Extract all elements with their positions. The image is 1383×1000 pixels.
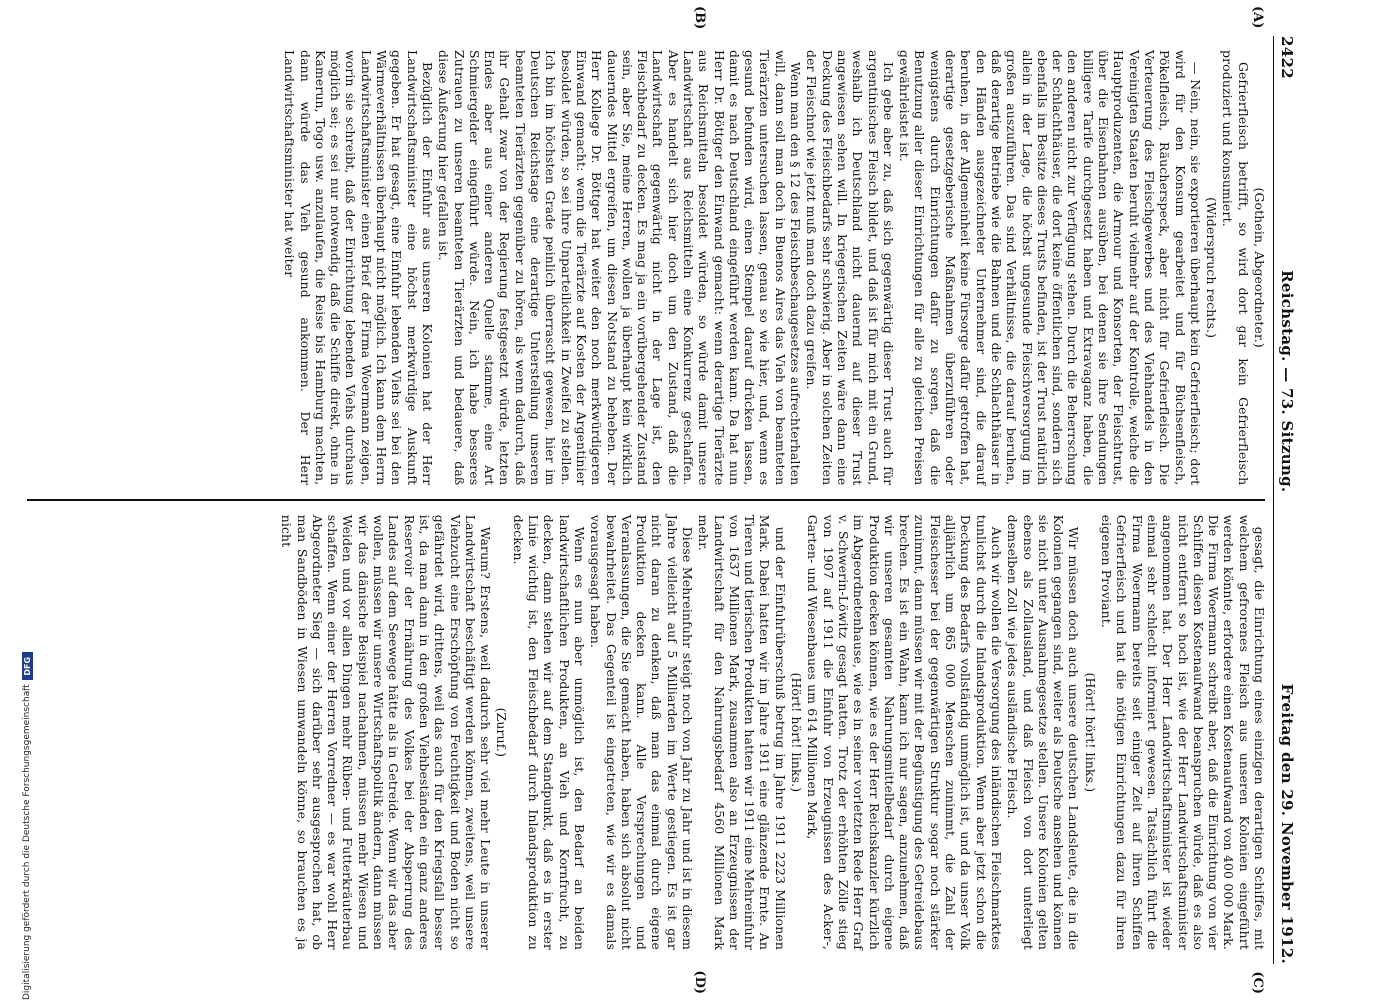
margin-marker-d: (D) bbox=[692, 970, 707, 994]
speaker-line: (Gothein, Abgeordneter.) bbox=[1252, 187, 1267, 348]
digitization-credit-text: Digitalisierung gefördert durch die Deutsche Forschungsgemeinschaft bbox=[22, 684, 32, 1000]
paragraph: Bezüglich der Einfuhr aus unseren Kolonien hat der Herr Landwirtschaftsminister eine höchst merkwürdige Auskunft gegeben. Er hat gesagt, eine Einfuhr lebenden Viehs sei bei den Wärmeverhältnissen überhaupt nicht möglich. Ich kann dem Herrn Landwirtschaftsminister einen Brief der Firma Woermann zeigen, worin sie schreibt, daß der Einrichtung lebenden Viehs durchaus möglich sei; es sei nur notwendig, daß die Schiffe direkt, ohne in Kamerun, Togo usw. anzulaufen, die Reise bis Hamburg machten, dann würde das Vieh gesund ankommen. Der Herr Landwirtschaftsminister hat weiter bbox=[282, 50, 435, 486]
dfg-logo-icon: DFG bbox=[22, 652, 33, 680]
paragraph: und der Einfuhrüberschuß betrug im Jahre 1911 2223 Millionen Mark. Dabei hatten wir im Jahre 1911 eine glänzende Ernte. An Tieren und tierischen Produkten hatten wir 1911 eine Mehreinfuhr von 1637 Millionen Mark, zusammen also an Erzeugnissen der Landwirtschaft für den Nahrungsbedarf 4560 Millionen Mark mehr. bbox=[696, 514, 788, 951]
margin-marker-c: (C) bbox=[1250, 971, 1265, 994]
paragraph: Wenn es nun aber unmöglich ist, den Bedarf an beiden landwirtschaftlichen Produkten, an Vieh und Kornfrucht, zu decken, dann stehen wir auf dem Standpunkt, daß es in erster Linie wichtig ist, den Fleischbedarf durch Inlandsproduktion zu decken. bbox=[510, 514, 587, 951]
page-number: 2422 bbox=[1278, 36, 1296, 79]
margin-marker-a: (A) bbox=[1250, 6, 1265, 29]
paragraph: Ich gebe aber zu, daß sich gegenwärtig dieser Trust auch für argentinisches Fleisch bildet, und daß ist für mich mit ein Grund, weshalb ich Deutschland nicht dauernd auf dieser Trust angewiesen sehen will. In kriegerischen Zeiten wäre dann eine Deckung des Fleischbedarfs sehr schwierig. Aber in solchen Zeiten der Fleischnot wie jetzt muß man doch dazu greifen. bbox=[804, 50, 896, 486]
margin-marker-b: (B) bbox=[692, 6, 707, 30]
paragraph: Warum? Erstens, weil dadurch sehr viel mehr Leute in unserer Landwirtschaft beschäftigt werden können, zweitens, weil unsere Viehzucht eine Erschöpfung von Feuchtigkeit und Boden nicht so gefährdet wird, drittens, weil das auch für den Kriegsfall besser ist, da man dann in den großen Viehbeständen ein ganz anderes Reservoir der Ernährung des Volkes bei der Absperrung des Landes auf dem Seewege hätte als in Getreide. Wenn wir das aber wollen, müssen wir unsere Wirtschaftspolitik ändern, dann müssen wir das dänische Beispiel nachahmen, müssen mehr Wiesen und Weiden und vor allen Dingen mehr Rüben- und Futterkräuterbau schaffen. Wenn einer der Herren Vorredner — es war wohl Herr Abgeordneter Sieg — sich darüber sehr ausgesprochen hat, ob man Sandböden in Wiesen umwandeln könne, so brauchen es ja nicht bbox=[279, 514, 494, 951]
left-column bbox=[27, 36, 1267, 499]
page-header bbox=[1273, 36, 1296, 964]
paragraph: Auch wir wollen die Versorgung des inländischen Fleischmarktes tunlichst durch die Inlandsproduktion. Wenn aber jetzt schon die Deckung des Bedarfs vollständig unmöglich ist, und da unser Volk alljährlich um 865 000 Menschen zunimmt, die Zahl der Fleischesser bei der gegenwärtigen Struktur sogar noch stärker zunimmt, dann müssen wir mit der Begünstigung des Getreidebaus brechen. Es ist ein Wahn, kann ich nur sagen, anzunehmen, daß wir unseren gesamten Nahrungsmittelbedarf durch eigene Produktion decken können, wie es der Herr Reichskanzler kürzlich im Abgeordnetenhause, wie es in seiner vorletzten Rede Herr Graf v. Schwerin-Löwitz gesagt hatten. Trotz der erhöhten Zölle stieg von 1907 auf 1911 die Einfuhr von Erzeugnissen des Acker-, Garten- und Wiesenbaues um 614 Millionen Mark, bbox=[805, 514, 1004, 951]
interjection: (Zuruf.) bbox=[494, 707, 510, 758]
paragraph: — Nein, nein, sie exportieren überhaupt kein Gefrierfleisch; dort wird für den Konsum gearbeitet und für Büchsenfleisch, Pökelfleisch, Räucherspeck, aber nicht für Gefrierfleisch. Die Verteuerung des Fleischgewerbes und des Viehhandels in den Vereinigten Staaten beruht vielmehr auf der Kontrolle, welche die Hauptproduzenten, die Armour und Konsorten, der Fleischtrust, über die Eisenbahnen ausüben, bei denen sie ihre Sendungen billigere Tarife durchgesetzt haben und Extravaganz haben, die den anderen nicht zur Verfügung stehen. Durch die Beherrschung der Schlachthäuser, die dort keine öffentlichen sind, sondern sich ebenfalls im Besitze dieses Trusts befinden, ist der Trust natürlich allein in der Lage, die höchst ungesunde Fleischversorgung im großen auszuführen. Das sind Verhältnisse, die darauf beruhen, daß derartige Betriebe wie die Bahnen und die Schlachthäuser in den Händen ausgezeichneter Unternehmer sind, die darauf beruhen, in der Allgemeinheit keine Fürsorge dafür getroffen hat, derartige gesetzgeberische Maßnahmen überzuführen oder wenigstens durch Einrichtungen dafür zu sorgen, daß die Benutzung aller dieser Einrichtungen für alle zu gleichen Preisen gewährleistet ist. bbox=[897, 50, 1203, 486]
paragraph: Wenn man den § 12 des Fleischbeschaugesetzes aufrechterhalten will, dann soll man doch in Buenos Aires das Vieh von beamteten Tierärzten untersuchen lassen, genau so wie hier, und, wenn es gesund befunden wird, einen Stempel darauf drücken lassen, damit es nach Deutschland eingeführt werden kann. Da hat nun Herr Dr. Böttger den Einwand gemacht: wenn derartige Tierärzte aus Reichsmitteln besoldet würden, so würde damit unsere Landwirtschaft aus Reichsmitteln eine Konkurrenz geschaffen. Aber es handelt sich hier doch um den Zustand, daß die Landwirtschaft gegenwärtig nicht in der Lage ist, den Fleischbedarf zu decken. Es mag ja ein vorübergehender Zustand sein, aber Sie, meine Herren, wollen ja überhaupt kein wirklich dauerndes Mittel ergreifen, um diesen Notstand zu beheben. Der Herr Kollege Dr. Böttger hat weiter den noch merkwürdigeren Einwand gemacht: wenn die Tierärzte auf Kosten der Argentinier besoldet würden, so sei ihre Unparteilichkeit in Zweifel zu stellen. Ich bin im höchsten Grade peinlich überrascht gewesen, hier im Deutschen Reichstage eine derartige Unterstellung unseren beamteten Tierärzten gegenüber zu hören, als wenn dadurch, daß ihr Gehalt zwar von der Regierung festgesetzt würde, letzten Endes aber aus einer anderen Quelle stamme, eine Art Schmiergelder eingeführt würde. Nein, ich habe besseres Zutrauen zu unseren beamteten Tierärzten und bedauere, daß diese Äußerung hier gefallen ist. bbox=[436, 50, 804, 486]
session-date: Freitag den 29. November 1912. bbox=[1278, 683, 1296, 964]
right-column bbox=[27, 501, 1267, 964]
paragraph: Wir müssen doch auch unsere deutschen Landsleute, die in die Kolonien gegangen sind, weiter als Deutsche ansehen und können sie nicht unter Ausnahmegesetze stellen. Unsere Kolonien gelten ebenso als Zollausland, und daß Fleisch von dort unterliegt demselben Zoll wie jedes ausländische Fleisch. bbox=[1005, 514, 1082, 951]
interjection: (Hört! hört! links.) bbox=[1082, 672, 1098, 793]
digitization-credit bbox=[20, 0, 34, 1000]
paragraph: gesagt, die Einrichtung eines einzigen derartigen Schiffes, mit welchem gefrorenes Fleisch aus unseren Kolonien eingeführt werden könnte, erfordere einen Kostenaufwand von 400 000 Mark. Die Firma Woermann schreibt aber, daß die Einrichtung von vier Schiffen diesen Kostenaufwand beanspruchen würde, daß es also nicht entfernt so hoch ist, wie der Herr Landwirtschaftsminister angenommen hat. Der Herr Landwirtschaftsminister ist wieder einmal sehr schlecht informiert gewesen. Tatsächlich führt die Firma Woermann bereits seit einiger Zeit auf ihren Schiffen Gefrierfleisch und hat die nötigen Einrichtungen dazu für ihren eigenen Proviant. bbox=[1099, 514, 1267, 951]
interjection: (Hört! hört! links.) bbox=[789, 672, 805, 793]
text-columns bbox=[27, 6, 1267, 994]
session-title: Reichstag. — 73. Sitzung. bbox=[1278, 270, 1296, 493]
paragraph: Gefrierfleisch betrifft, so wird dort gar kein Gefrierfleisch produziert und konsumiert. bbox=[1220, 50, 1251, 486]
paragraph: Diese Mehreinfuhr steigt noch von Jahr zu Jahr und ist in diesem Jahre vielleicht auf 5 Milliarden im Werte gestiegen. Es ist gar nicht daran zu denken, daß man das einmal durch eigene Produktion decken kann. Alle Versprechungen und Veranlassungen, die Sie gemacht haben, haben sich absolut nicht bewahrheitet. Das Gegenteil ist eingetreten, wie wir es damals vorausgesagt haben. bbox=[588, 514, 696, 951]
interjection: (Widerspruch rechts.) bbox=[1204, 197, 1220, 339]
